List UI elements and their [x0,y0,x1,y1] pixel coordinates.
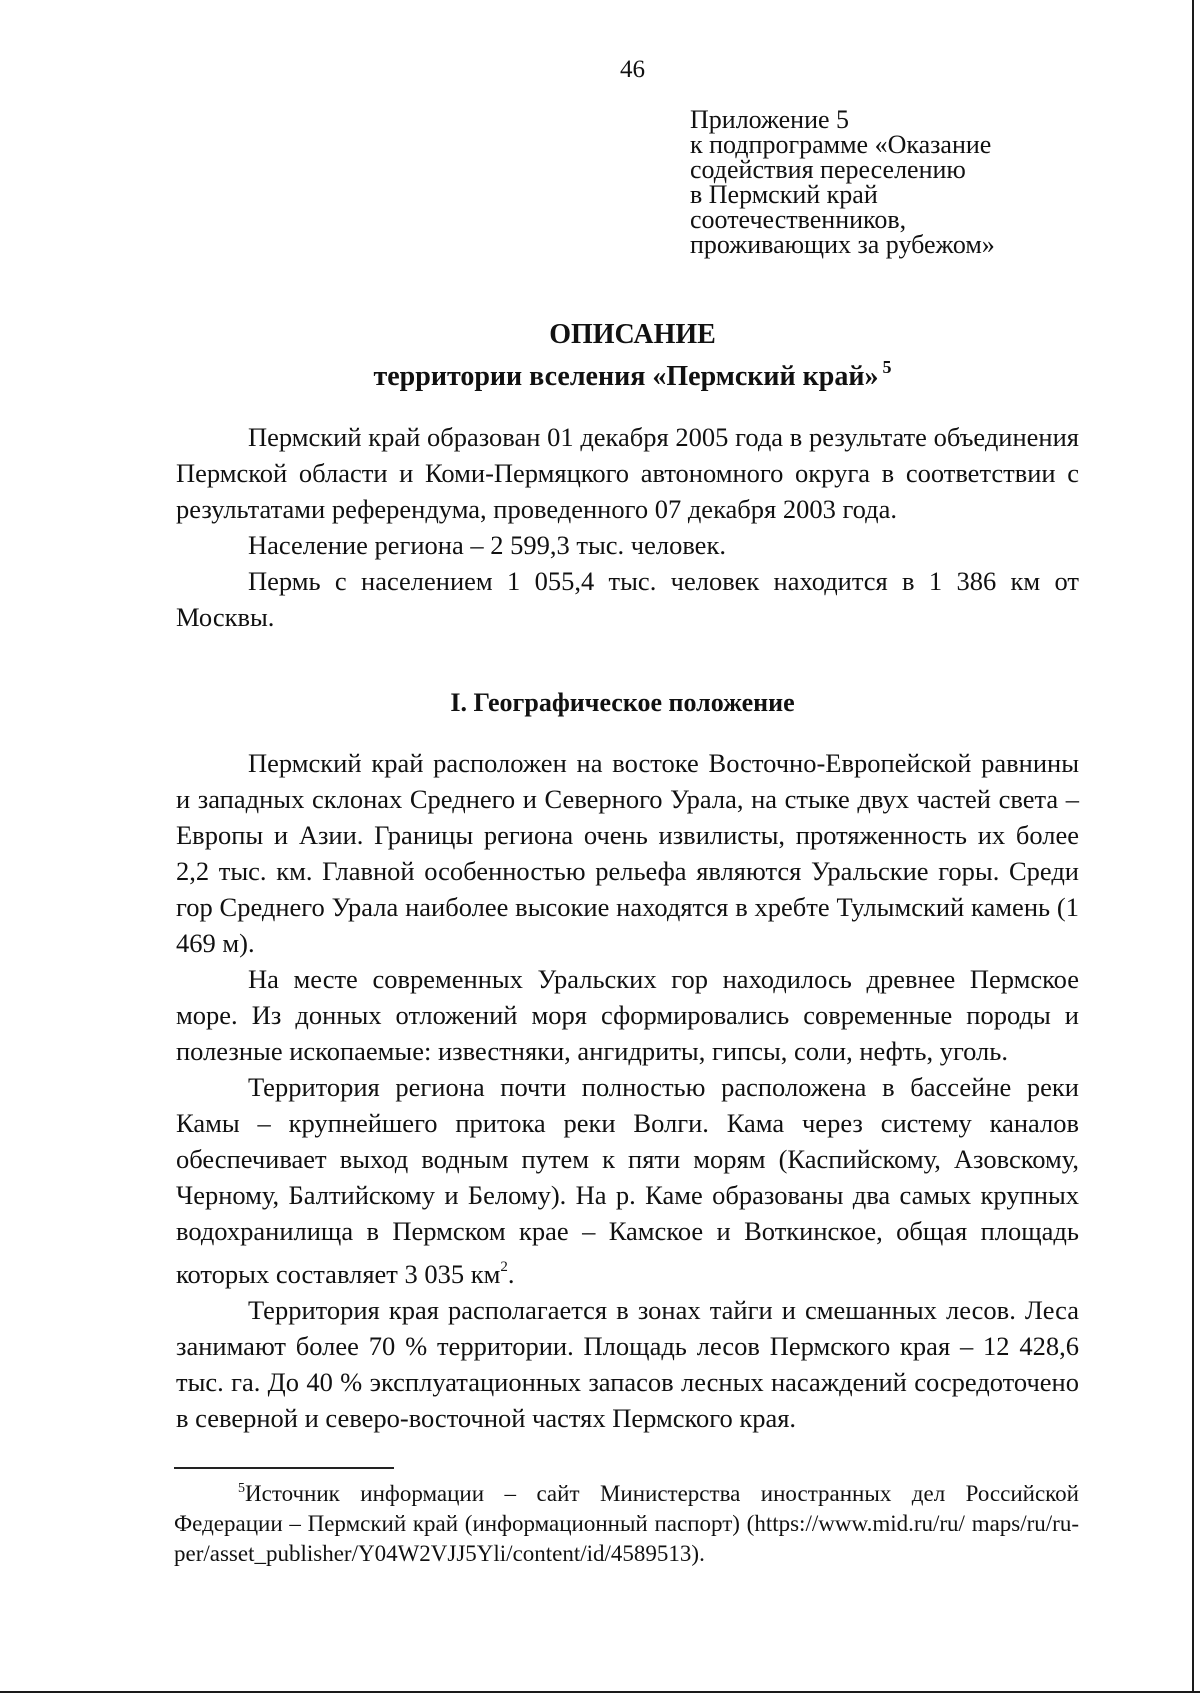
intro-paragraph-3: Пермь с населением 1 055,4 тыс. человек находится в 1 386 км от Москвы. [176,566,1079,632]
intro-paragraph-2: Население региона – 2 599,3 тыс. человек. [248,530,726,560]
title-line-2 [0,351,1200,393]
footnote-separator [174,1467,394,1469]
title-line-1: ОПИСАНИЕ [549,319,716,350]
appendix-line: содействия переселению [690,155,966,184]
appendix-line: проживающих за рубежом» [690,230,995,259]
document-title [0,318,1200,393]
intro-paragraph-1: Пермский край образован 01 декабря 2005 года в результате объединения Пермской области и Коми-Пермяцкого автономного округа в соответствии с результатами референдума, проведенного 07 декабря 2003 года. [176,422,1079,524]
section-heading: I. Географическое положение [450,688,795,717]
geography-paragraph-4: Территория края располагается в зонах тайги и смешанных лесов. Леса занимают более 70 % территории. Площадь лесов Пермского края – 12 428,6 тыс. га. До 40 % эксплуатационных запасов лесных насаждений сосредоточено в северной и северо-восточной частях Пермского края. [176,1295,1079,1433]
footnote-mark: 5 [238,1481,245,1496]
appendix-line: Приложение 5 [690,105,850,134]
geography-paragraph-3-text: Территория региона почти полностью расположена в бассейне реки Камы – крупнейшего притока реки Волги. Кама через систему каналов обеспечивает выход водным путем к пяти морям (Каспийскому, Азовскому, Черному, Балтийскому и Белому). На р. Каме образованы два самых крупных водохранилища в Пермском крае – Камское и Воткинское, общая площадь которых составляет 3 035 км [176,1072,1079,1289]
footnote [174,1474,1079,1569]
appendix-line: соотечественников, [690,205,907,234]
page-number: 46 [620,56,645,83]
scan-edge-right [1192,0,1194,1693]
footnote-text: Источник информации – сайт Министерства иностранных дел Российской Федерации – Пермский край (информационный паспорт) (https://www.mid.ru/ru/ maps/ru/ru-per/asset_publisher/Y04W2VJJ5Yli/content/id/4589513). [174,1481,1079,1566]
appendix-line: в Пермский край [690,180,878,209]
appendix-line: к подпрограмме «Оказание [690,130,992,159]
geography-paragraph-1: Пермский край расположен на востоке Восточно-Европейской равнины и западных склонах Среднего и Северного Урала, на стыке двух частей света – Европы и Азии. Границы региона очень извилисты, протяженность их более 2,2 тыс. км. Главной особенностью рельефа являются Уральские горы. Среди гор Среднего Урала наиболее высокие находятся в хребте Тулымский камень (1 469 м). [176,748,1079,958]
geography-section [176,745,1079,1436]
geography-paragraph-3-end: . [507,1259,515,1289]
title-footnote-mark: 5 [882,357,892,377]
geography-paragraph-2: На месте современных Уральских гор находилось древнее Пермское море. Из донных отложений моря сформировались современные породы и полезные ископаемые: известняки, ангидриты, гипсы, соли, нефть, уголь. [176,964,1079,1066]
title-line-2-text: территории вселения «Пермский край» [373,361,879,392]
appendix-reference [690,107,995,257]
intro-section [176,419,1079,635]
square-superscript: 2 [500,1259,508,1275]
geography-paragraph-3 [176,1069,1079,1292]
